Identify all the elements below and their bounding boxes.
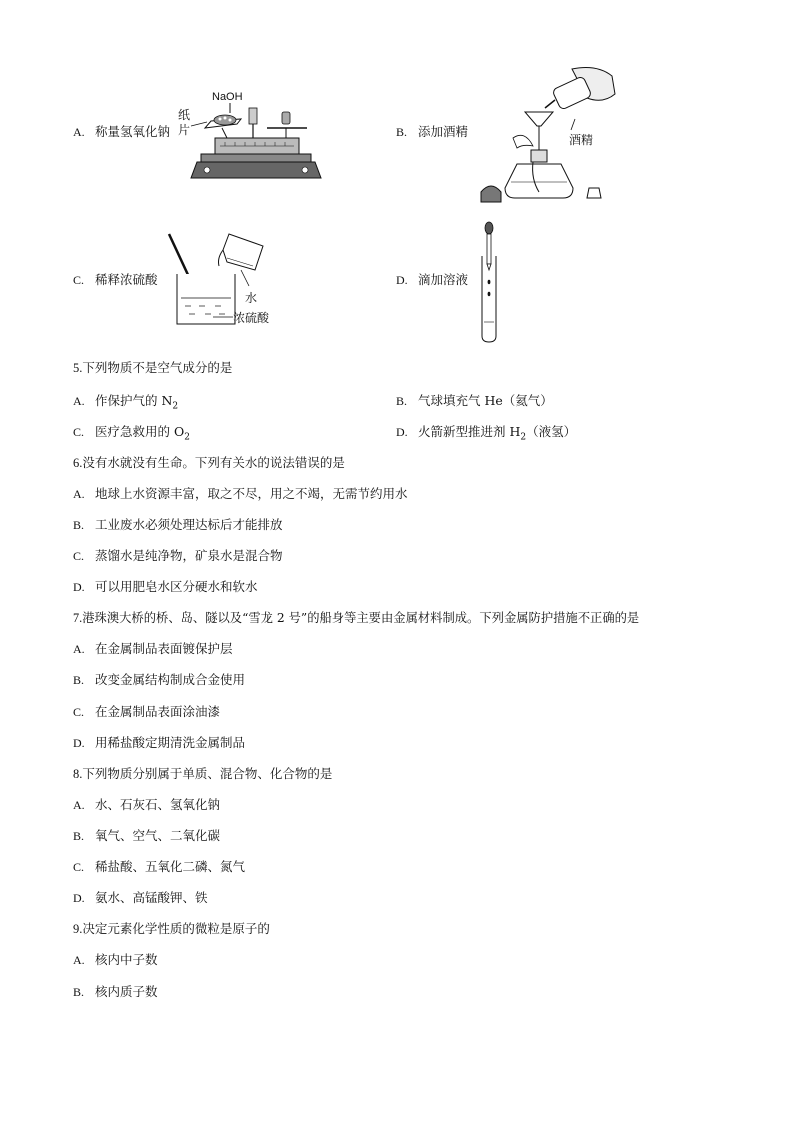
q9-option-a[interactable] — [73, 952, 158, 968]
question-number: 5. — [73, 361, 83, 375]
q6-option-c[interactable] — [73, 548, 283, 564]
option-text: 称量氢氧化钠 — [95, 124, 171, 139]
option-letter: D. — [73, 736, 85, 750]
q5-option-a[interactable] — [73, 393, 178, 415]
option-text: 蒸馏水是纯净物，矿泉水是混合物 — [95, 548, 283, 563]
q7-option-a[interactable] — [73, 641, 233, 657]
q4-option-d[interactable] — [396, 272, 468, 288]
option-text: 地球上水资源丰富，取之不尽，用之不竭，无需节约用水 — [95, 486, 408, 501]
q5-option-c[interactable] — [73, 424, 190, 446]
option-text: 气球填充气 He（氦气） — [418, 393, 553, 408]
option-letter: A. — [73, 125, 85, 139]
q4-option-a[interactable] — [73, 124, 170, 140]
option-text: 滴加溶液 — [418, 272, 469, 287]
option-text: 火箭新型推进剂 H — [418, 424, 521, 439]
option-text: 水、石灰石、氢氧化钠 — [95, 797, 221, 812]
q7-stem — [73, 610, 639, 626]
paper-label-2: 片 — [178, 123, 191, 137]
question-number: 6. — [73, 456, 83, 470]
acid-label: 浓硫酸 — [233, 311, 270, 325]
q5-option-b[interactable] — [396, 393, 553, 409]
option-text: 添加酒精 — [418, 124, 469, 139]
q4-option-b[interactable] — [396, 124, 468, 140]
option-letter: B. — [73, 673, 85, 687]
option-text: 核内中子数 — [95, 952, 158, 967]
question-stem: 港珠澳大桥的桥、岛、隧以及“雪龙 2 号”的船身等主要由金属材料制成。下列金属防护措施不正确的是 — [82, 611, 640, 625]
question-stem: 没有水就没有生命。下列有关水的说法错误的是 — [82, 455, 345, 470]
q9-stem — [73, 921, 270, 937]
question-number: 9. — [73, 922, 83, 936]
option-letter: B. — [73, 985, 85, 999]
q6-option-d[interactable] — [73, 579, 258, 595]
option-text: 稀释浓硫酸 — [95, 272, 158, 287]
option-letter: A. — [73, 953, 85, 967]
option-letter: C. — [73, 705, 85, 719]
question-number: 7. — [73, 611, 83, 625]
option-subscript: 2 — [520, 432, 527, 443]
option-subscript: 2 — [172, 401, 179, 412]
option-letter: B. — [73, 829, 85, 843]
option-text: 稀盐酸、五氧化二磷、氮气 — [95, 859, 246, 874]
q6-stem — [73, 455, 345, 471]
option-text: 可以用肥皂水区分硬水和软水 — [95, 579, 258, 594]
option-letter: C. — [73, 860, 85, 874]
question-stem: 下列物质不是空气成分的是 — [82, 360, 233, 375]
option-text-after: （液氢） — [526, 424, 577, 439]
q6-option-b[interactable] — [73, 517, 283, 533]
option-letter: B. — [396, 394, 408, 408]
option-letter: A. — [73, 487, 85, 501]
naoh-label: NaOH — [212, 91, 243, 103]
option-text: 氧气、空气、二氧化碳 — [95, 828, 221, 843]
q8-option-d[interactable] — [73, 890, 208, 906]
q8-option-c[interactable] — [73, 859, 245, 875]
option-text: 医疗急救用的 O — [95, 424, 185, 439]
q4-option-c[interactable] — [73, 272, 158, 288]
option-letter: C. — [73, 273, 85, 287]
option-text: 在金属制品表面涂油漆 — [95, 704, 221, 719]
paper-label-1: 纸 — [178, 108, 191, 122]
balance-figure — [175, 86, 325, 186]
option-letter: D. — [73, 891, 85, 905]
option-text: 用稀盐酸定期清洗金属制品 — [95, 735, 246, 750]
alcohol-lamp-figure — [477, 64, 622, 204]
q8-option-a[interactable] — [73, 797, 220, 813]
option-text: 作保护气的 N — [95, 393, 173, 408]
option-letter: A. — [73, 642, 85, 656]
option-letter: C. — [73, 549, 85, 563]
option-letter: D. — [396, 425, 408, 439]
option-letter: C. — [73, 425, 85, 439]
option-subscript: 2 — [184, 432, 190, 443]
alcohol-label: 酒精 — [569, 133, 594, 147]
option-text: 工业废水必须处理达标后才能排放 — [95, 517, 283, 532]
q6-option-a[interactable] — [73, 486, 408, 502]
option-letter: A. — [73, 798, 85, 812]
q7-option-b[interactable] — [73, 672, 245, 688]
q5-stem — [73, 360, 232, 376]
option-text: 氨水、高锰酸钾、铁 — [95, 890, 208, 905]
option-letter: A. — [73, 394, 85, 408]
dilute-acid-figure — [165, 228, 285, 333]
question-stem: 下列物质分别属于单质、混合物、化合物的是 — [82, 766, 333, 781]
dropper-figure — [476, 220, 502, 345]
q5-option-d[interactable] — [396, 424, 576, 446]
option-text: 在金属制品表面镀保护层 — [95, 641, 233, 656]
option-letter: B. — [73, 518, 85, 532]
q8-option-b[interactable] — [73, 828, 220, 844]
option-letter: B. — [396, 125, 408, 139]
question-number: 8. — [73, 767, 83, 781]
q7-option-d[interactable] — [73, 735, 245, 751]
option-letter: D. — [396, 273, 408, 287]
q9-option-b[interactable] — [73, 984, 158, 1000]
question-stem: 决定元素化学性质的微粒是原子的 — [82, 921, 270, 936]
option-text: 改变金属结构制成合金使用 — [95, 672, 246, 687]
option-text: 核内质子数 — [95, 984, 158, 999]
option-letter: D. — [73, 580, 85, 594]
water-label: 水 — [245, 291, 258, 305]
q7-option-c[interactable] — [73, 704, 220, 720]
q8-stem — [73, 766, 332, 782]
